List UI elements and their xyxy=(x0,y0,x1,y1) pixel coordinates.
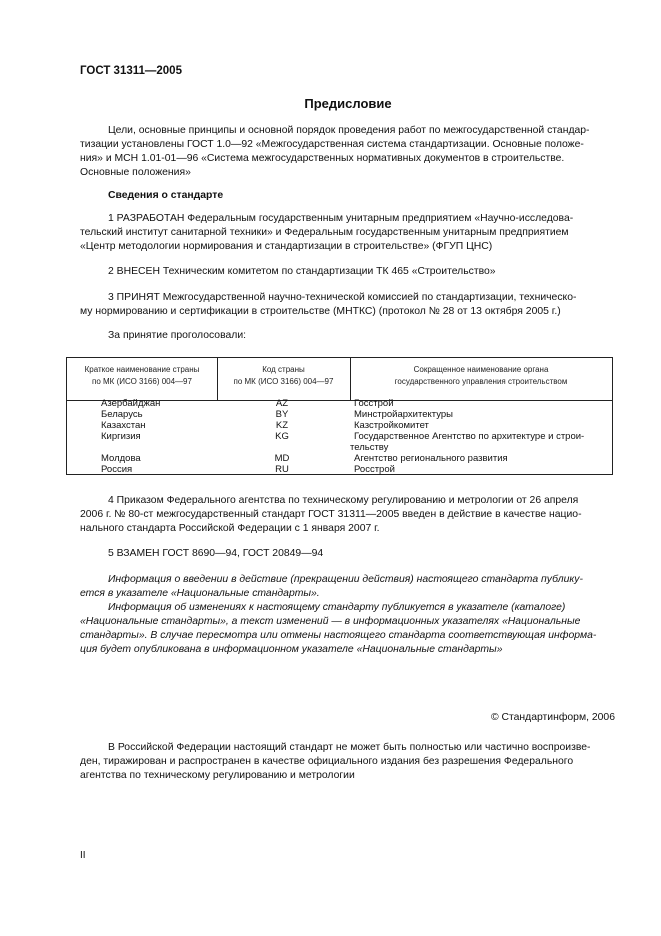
publication-notice xyxy=(80,573,616,657)
item-4-line: 2006 г. № 80-ст межгосударственный стандарт ГОСТ 31311—2005 введен в действие в качестве нацио- xyxy=(80,509,582,520)
item-4-line: нального стандарта Российской Федерации с 1 января 2007 г. xyxy=(80,523,380,534)
notice-line: ется в указателе «Национальные стандарты». xyxy=(80,588,320,599)
rights-line: ден, тиражирован и распространен в качестве официального издания без разрешения Федерального xyxy=(80,756,574,767)
notice-line: стандарты». В случае пересмотра или отмены настоящего стандарта соответствующая информа- xyxy=(80,630,597,641)
table-row: Молдова MD Агентство регионального развития xyxy=(101,453,508,464)
notice-line: «Национальные стандарты», а текст изменений — в информационных указателях «Национальные xyxy=(80,616,581,627)
item-2-label: 2 ВНЕСЕН xyxy=(108,266,160,277)
rights-line: В Российской Федерации настоящий стандарт не может быть полностью или частично воспроизве- xyxy=(108,742,591,753)
intro-line: Основные положения» xyxy=(80,167,191,178)
header-country-name: Краткое наименование страны по МК (ИСО 3166) 004—97 xyxy=(84,365,200,386)
item-4-line: 4 Приказом Федерального агентства по техническому регулированию и метрологии от 26 апреля xyxy=(108,495,579,506)
intro-line: тизации установлены ГОСТ 1.0—92 «Межгосударственная система стандартизации. Основные положе- xyxy=(80,139,584,150)
table-row: Россия RU Росстрой xyxy=(101,464,395,475)
standard-code: ГОСТ 31311—2005 xyxy=(80,65,182,77)
rights-line: агентства по техническому регулированию и метрологии xyxy=(80,770,355,781)
authority-wrap-continuation: тельству xyxy=(350,442,389,453)
table-row: Киргизия KG Государственное Агентство по архитектуре и строи- xyxy=(101,431,585,442)
page-title: Предисловие xyxy=(304,96,392,111)
item-1-developed xyxy=(80,212,616,254)
rights-paragraph xyxy=(80,741,616,783)
notice-line: Информация о введении в действие (прекращении действия) настоящего стандарта публику- xyxy=(108,574,583,585)
item-3-line: Межгосударственной научно-технической комиссией по стандартизации, техническо- xyxy=(159,292,577,303)
notice-line: Информация об изменениях к настоящему стандарту публикуется в указателе (каталоге) xyxy=(108,602,566,613)
info-heading: Сведения о стандарте xyxy=(108,190,224,201)
table-row: Азербайджан AZ Госстрой xyxy=(101,398,394,409)
voting-table xyxy=(66,357,613,475)
intro-line: Цели, основные принципы и основной порядок проведения работ по межгосударственной стандар- xyxy=(108,125,590,136)
header-authority: Сокращенное наименование органа государственного управления строительством xyxy=(394,365,568,386)
notice-line: ция будет опубликована в информационном указателе «Национальные стандарты» xyxy=(80,644,503,655)
item-3-line: му нормированию и сертификации в строительстве (МНТКС) (протокол № 28 от 13 октября 2005 г.) xyxy=(80,306,561,317)
item-5-text: 5 ВЗАМЕН ГОСТ 8690—94, ГОСТ 20849—94 xyxy=(108,548,324,559)
item-3-label: 3 ПРИНЯТ xyxy=(108,292,160,303)
copyright: © Стандартинформ, 2006 xyxy=(490,712,615,723)
table-row: Казахстан KZ Казстройкомитет xyxy=(101,420,429,431)
voted-label: За принятие проголосовали: xyxy=(108,330,247,341)
table-row: Беларусь BY Минстройархитектуры xyxy=(101,409,453,420)
item-1-line: тельский институт санитарной техники» и Федеральным государственным унитарным предприятием xyxy=(80,227,569,238)
intro-paragraph xyxy=(80,124,616,180)
item-1-line: «Центр методологии нормирования и стандартизации в строительстве» (ФГУП ЦНС) xyxy=(80,241,493,252)
page-number: II xyxy=(80,850,86,861)
item-5-replaces xyxy=(80,547,616,561)
item-1-line: Федеральным государственным унитарным предприятием «Научно-исследова- xyxy=(184,213,574,224)
item-2-text: Техническим комитетом по стандартизации ТК 465 «Строительство» xyxy=(159,266,496,277)
item-3-adopted xyxy=(80,291,616,319)
item-2-introduced xyxy=(80,265,616,279)
item-4-order xyxy=(80,494,616,536)
item-1-label: 1 РАЗРАБОТАН xyxy=(108,213,185,224)
header-country-code: Код страны по МК (ИСО 3166) 004—97 xyxy=(233,365,334,386)
intro-line: ния» и МСН 1.01-01—96 «Система межгосударственных нормативных документов в строительстве. xyxy=(80,153,565,164)
